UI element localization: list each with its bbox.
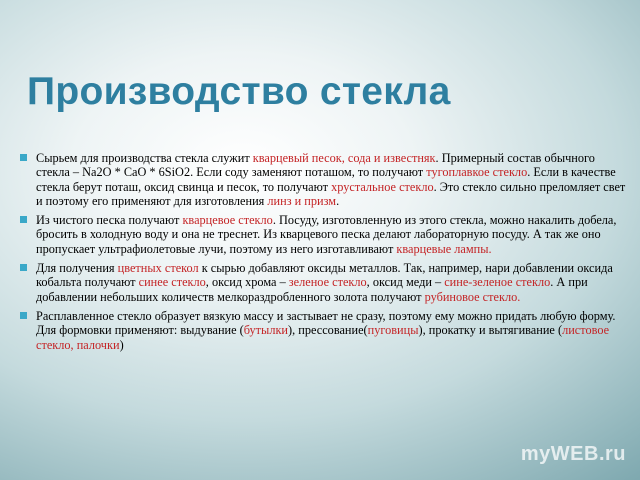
highlighted-term: хрустальное стекло (331, 179, 434, 194)
highlighted-term: сине-зеленое стекло (444, 275, 551, 290)
paragraph-text: Сырьем для производства стекла служит (36, 151, 253, 165)
paragraph-text: . Примерный состав обычного стекла – Na2O * CaO * 6SiO2. Если соду заменяют поташом, то получают (36, 151, 595, 180)
paragraph-text: Для получения (36, 261, 118, 276)
highlighted-term: цветных стекол (117, 261, 199, 276)
highlighted-term: линз и призм (267, 193, 337, 208)
paragraph-text: . Посуду, изготовленную из этого стекла, можно накалить добела, бросить в холодную воду и она не треснет. Из кварцевого песка делают лабораторную посуду. А так же оно пропускает ультрафиолетовые лучи, поэтому из него изготавливают (36, 213, 617, 256)
slide-title: Производство стекла (27, 70, 451, 113)
square-bullet-icon (20, 312, 27, 319)
paragraph-text: . Если в качестве стекла берут поташ, оксид свинца и песок, то получают (36, 165, 616, 194)
highlighted-term: кварцевый песок, сода и известняк (252, 151, 436, 165)
paragraph (18, 309, 630, 352)
highlighted-term: листовое стекло, палочки (36, 323, 610, 352)
highlighted-term: тугоплавкое стекло (426, 165, 528, 180)
paragraph-text: . А при добавлении небольших количеств мелкораздробленного золота получают (36, 275, 588, 304)
slide-body (18, 151, 630, 357)
highlighted-term: рубиновое стекло. (424, 289, 521, 304)
paragraph-text: . Это стекло сильно преломляет свет и поэтому его применяют для изготовления (36, 179, 626, 208)
watermark-text: myWEB.ru (520, 443, 626, 465)
square-bullet-icon (20, 216, 27, 223)
highlighted-term: кварцевое стекло (182, 213, 273, 228)
highlighted-term: пуговицы (367, 323, 419, 338)
highlighted-term: кварцевые лампы. (396, 241, 492, 256)
paragraph-text: ), прессование( (288, 323, 368, 338)
paragraph (18, 213, 630, 256)
square-bullet-icon (20, 154, 27, 161)
paragraph (18, 151, 630, 208)
paragraph-text: Расплавленное стекло образует вязкую массу и застывает не сразу, поэтому ему можно придать любую форму. Для формовки применяют: выдувание ( (36, 308, 616, 338)
highlighted-term: синее стекло (138, 275, 206, 290)
paragraph-text: ) (119, 337, 124, 352)
highlighted-term: зеленое стекло (288, 275, 367, 290)
highlighted-term: бутылки (243, 323, 289, 338)
square-bullet-icon (20, 264, 27, 271)
watermark (521, 443, 626, 466)
paragraph-text: . (336, 193, 340, 208)
paragraph-text: , оксид хрома – (205, 275, 289, 290)
paragraph-text: ), прокатку и вытягивание ( (418, 323, 563, 338)
paragraph (18, 261, 630, 304)
paragraph-text: к сырью добавляют оксиды металлов. Так, например, нари добавлении оксида кобальта получают (36, 261, 613, 290)
paragraph-text: Из чистого песка получают (36, 213, 183, 228)
paragraph-text: , оксид меди – (366, 275, 445, 290)
